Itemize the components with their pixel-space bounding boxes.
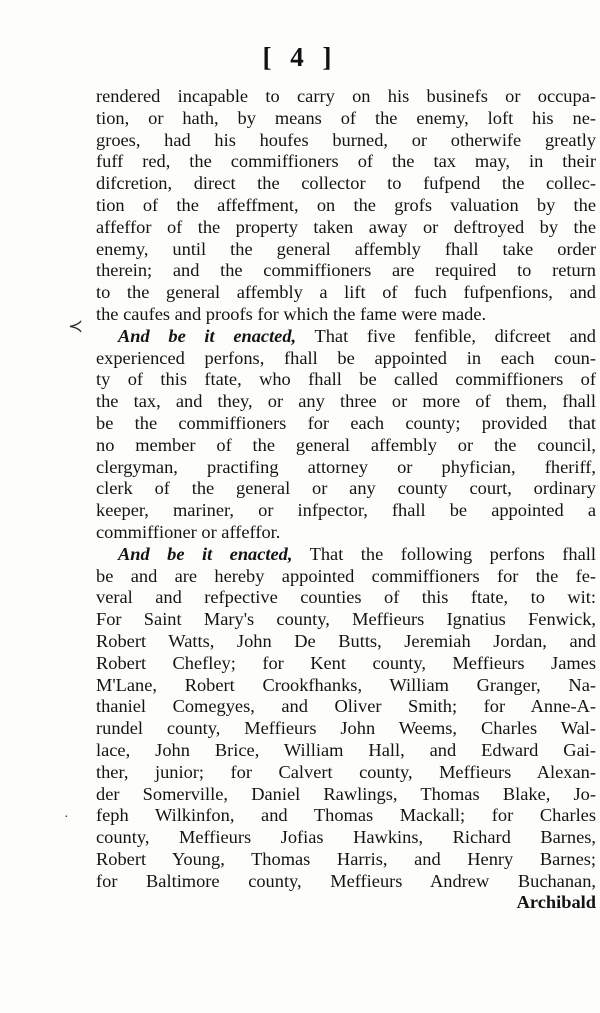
text-line [96,544,596,566]
line-text: lace, John Brice, William Hall, and Edward Gai- [96,739,596,760]
text-line [96,173,596,195]
text-line [96,391,596,413]
line-text: M'Lane, Robert Crookfhanks, William Granger, Na- [96,674,596,695]
text-line [96,740,596,762]
text-line [96,435,596,457]
line-text: clerk of the general or any county court, ordinary [96,478,596,499]
line-text: therein; and the commiffioners are required to return [96,260,596,281]
line-text: fuff red, the commiffioners of the tax may, in their [96,151,596,172]
line-text: veral and refpective counties of this ftate, to wit: [96,587,596,608]
line-text: county, Meffieurs Jofias Hawkins, Richard Barnes, [96,827,596,848]
text-line [96,805,596,827]
line-text: Robert Chefley; for Kent county, Meffieurs James [96,652,596,673]
body-text [96,86,596,914]
line-text: rendered incapable to carry on his businefs or occupa- [96,86,596,106]
text-line [96,86,596,108]
text-line [96,849,596,871]
text-line [96,609,596,631]
text-line [96,369,596,391]
line-text: the tax, and they, or any three or more of them, fhall [96,391,596,412]
enacting-clause: And be it enacted, [118,543,293,564]
text-line [96,478,596,500]
margin-bracket-mark: ≺ [68,316,84,336]
text-line [96,260,596,282]
line-text: tion, or hath, by means of the enemy, loft his ne- [96,107,596,128]
line-text: commiffioner or affeffor. [96,521,281,542]
line-text: affeffor of the property taken away or deftroyed by the [96,216,596,237]
text-line [96,631,596,653]
line-text: groes, had his houfes burned, or otherwife greatly [96,129,596,150]
line-text: to the general affembly a lift of fuch fufpenfions, and [96,282,596,303]
text-line [96,500,596,522]
text-line [96,784,596,806]
line-text: Robert Young, Thomas Harris, and Henry Barnes; [96,848,596,869]
text-line [96,217,596,239]
line-text: difcretion, direct the collector to fufpend the collec- [96,173,596,194]
text-line [96,696,596,718]
line-text: ther, junior; for Calvert county, Meffieurs Alexan- [96,761,596,782]
text-line [96,457,596,479]
line-text: enemy, until the general affembly fhall take order [96,238,596,259]
line-text: feph Wilkinfon, and Thomas Mackall; for Charles [96,805,596,826]
text-line [96,304,596,326]
text-line [96,282,596,304]
text-line [96,326,596,348]
text-line [96,675,596,697]
text-line [96,522,596,544]
text-line [96,871,596,893]
text-line [96,762,596,784]
line-text: keeper, mariner, or infpector, fhall be appointed a [96,500,596,521]
line-text: clergyman, practifing attorney or phyfician, fheriff, [96,456,596,477]
text-line [96,151,596,173]
line-text: That the following perfons fhall [292,543,597,564]
line-text: be the commiffioners for each county; provided that [96,412,596,433]
line-text: no member of the general affembly or the council, [96,434,596,455]
text-line [96,718,596,740]
text-line [96,827,596,849]
line-text: the caufes and proofs for which the fame were made. [96,303,487,324]
margin-dot-mark: · [64,810,69,825]
text-line [96,892,596,914]
line-text: der Somerville, Daniel Rawlings, Thomas Blake, Jo- [96,783,596,804]
line-text: rundel county, Meffieurs John Weems, Charles Wal- [96,718,596,739]
text-line [96,587,596,609]
text-line [96,653,596,675]
line-text: for Baltimore county, Meffieurs Andrew Buchanan, [96,870,596,891]
text-line [96,108,596,130]
enacting-clause: And be it enacted, [118,325,297,346]
line-text: Robert Watts, John De Butts, Jeremiah Jordan, and [96,630,596,651]
text-line [96,566,596,588]
text-line [96,348,596,370]
line-text: be and are hereby appointed commiffioners for the fe- [96,565,596,586]
text-line [96,239,596,261]
line-text: tion of the affeffment, on the grofs valuation by the [96,194,596,215]
line-text: For Saint Mary's county, Meffieurs Ignatius Fenwick, [96,609,596,630]
line-text: experienced perfons, fhall be appointed in each coun- [96,347,596,368]
text-line [96,130,596,152]
page-number: [ 4 ] [262,42,338,72]
line-text: That five fenfible, difcreet and [296,325,597,346]
line-text: thaniel Comegyes, and Oliver Smith; for Anne-A- [96,696,596,717]
text-line [96,413,596,435]
text-line [96,195,596,217]
line-text: ty of this ftate, who fhall be called commiffioners of [96,369,596,390]
line-text: Archibald [516,892,596,913]
